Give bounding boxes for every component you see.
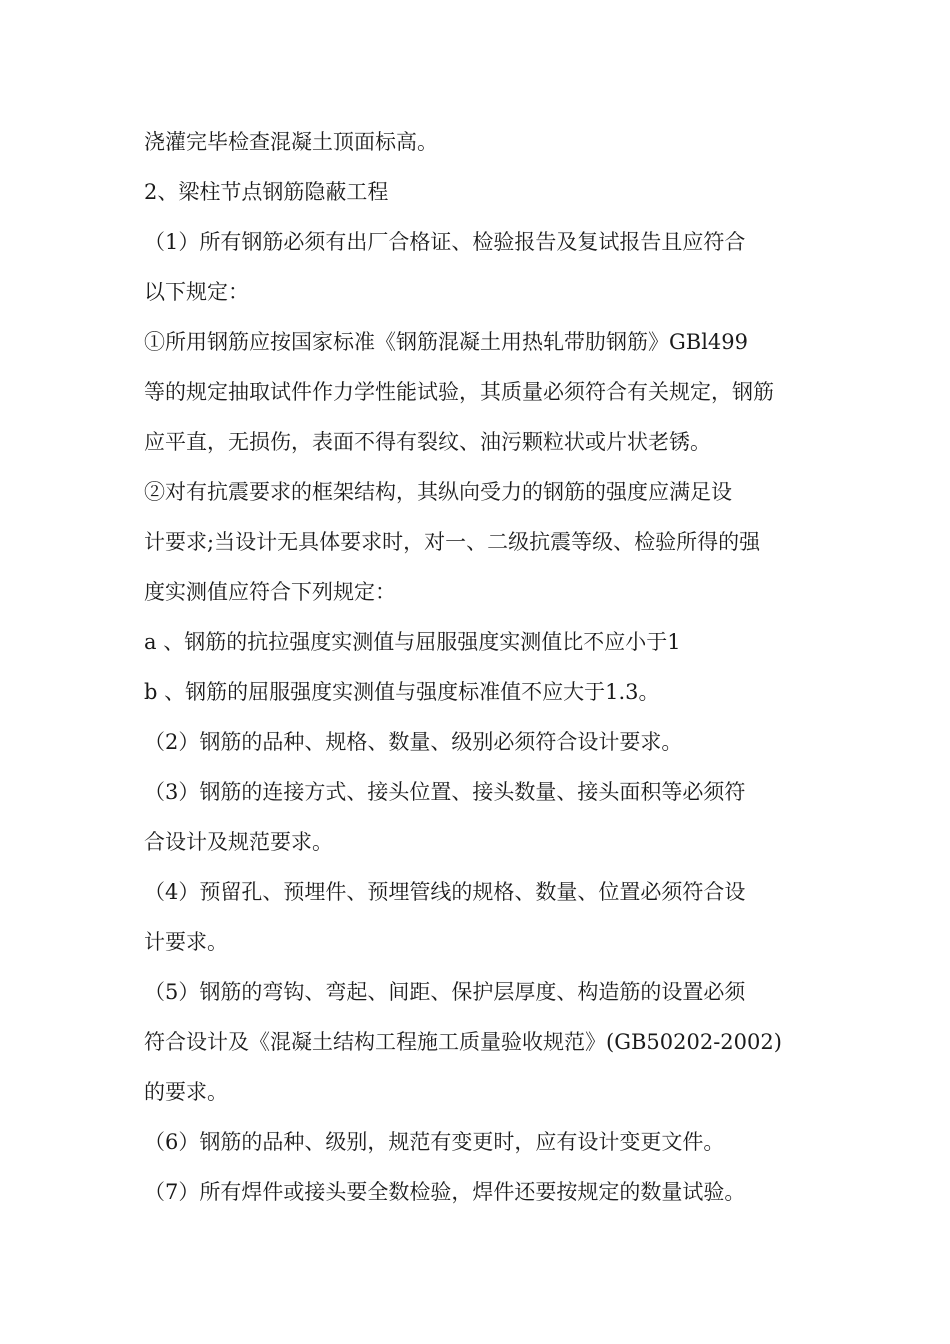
text-line: 计要求。: [144, 930, 228, 954]
text-line: a 、钢筋的抗拉强度实测值与屈服强度实测值比不应小于1: [144, 630, 681, 654]
text-line: （6）钢筋的品种、级别，规范有变更时，应有设计变更文件。: [144, 1130, 725, 1154]
section-heading: 2、梁柱节点钢筋隐蔽工程: [144, 180, 389, 204]
text-line: b 、钢筋的屈服强度实测值与强度标准值不应大于1.3。: [144, 680, 660, 704]
text-line: （1）所有钢筋必须有出厂合格证、检验报告及复试报告且应符合: [144, 230, 746, 254]
text-line: 应平直，无损伤，表面不得有裂纹、油污颗粒状或片状老锈。: [144, 430, 711, 454]
text-line: 以下规定：: [144, 280, 249, 304]
text-line: ①所用钢筋应按国家标准《钢筋混凝土用热轧带肋钢筋》GBl499: [144, 330, 749, 354]
text-line: 度实测值应符合下列规定：: [144, 580, 396, 604]
text-line: 等的规定抽取试件作力学性能试验，其质量必须符合有关规定，钢筋: [144, 380, 774, 404]
text-line: ②对有抗震要求的框架结构，其纵向受力的钢筋的强度应满足设: [144, 480, 732, 504]
text-line: 浇灌完毕检查混凝土顶面标高。: [144, 130, 438, 154]
text-line: 合设计及规范要求。: [144, 830, 333, 854]
text-line: （2）钢筋的品种、规格、数量、级别必须符合设计要求。: [144, 730, 683, 754]
text-line: （5）钢筋的弯钩、弯起、间距、保护层厚度、构造筋的设置必须: [144, 980, 746, 1004]
text-line: （7）所有焊件或接头要全数检验，焊件还要按规定的数量试验。: [144, 1180, 746, 1204]
text-line: （4）预留孔、预埋件、预埋管线的规格、数量、位置必须符合设: [144, 880, 746, 904]
text-line: （3）钢筋的连接方式、接头位置、接头数量、接头面积等必须符: [144, 780, 746, 804]
text-line: 符合设计及《混凝土结构工程施工质量验收规范》(GB50202-2002): [144, 1030, 782, 1054]
text-line: 的要求。: [144, 1080, 228, 1104]
text-line: 计要求;当设计无具体要求时，对一、二级抗震等级、检验所得的强: [144, 530, 761, 554]
